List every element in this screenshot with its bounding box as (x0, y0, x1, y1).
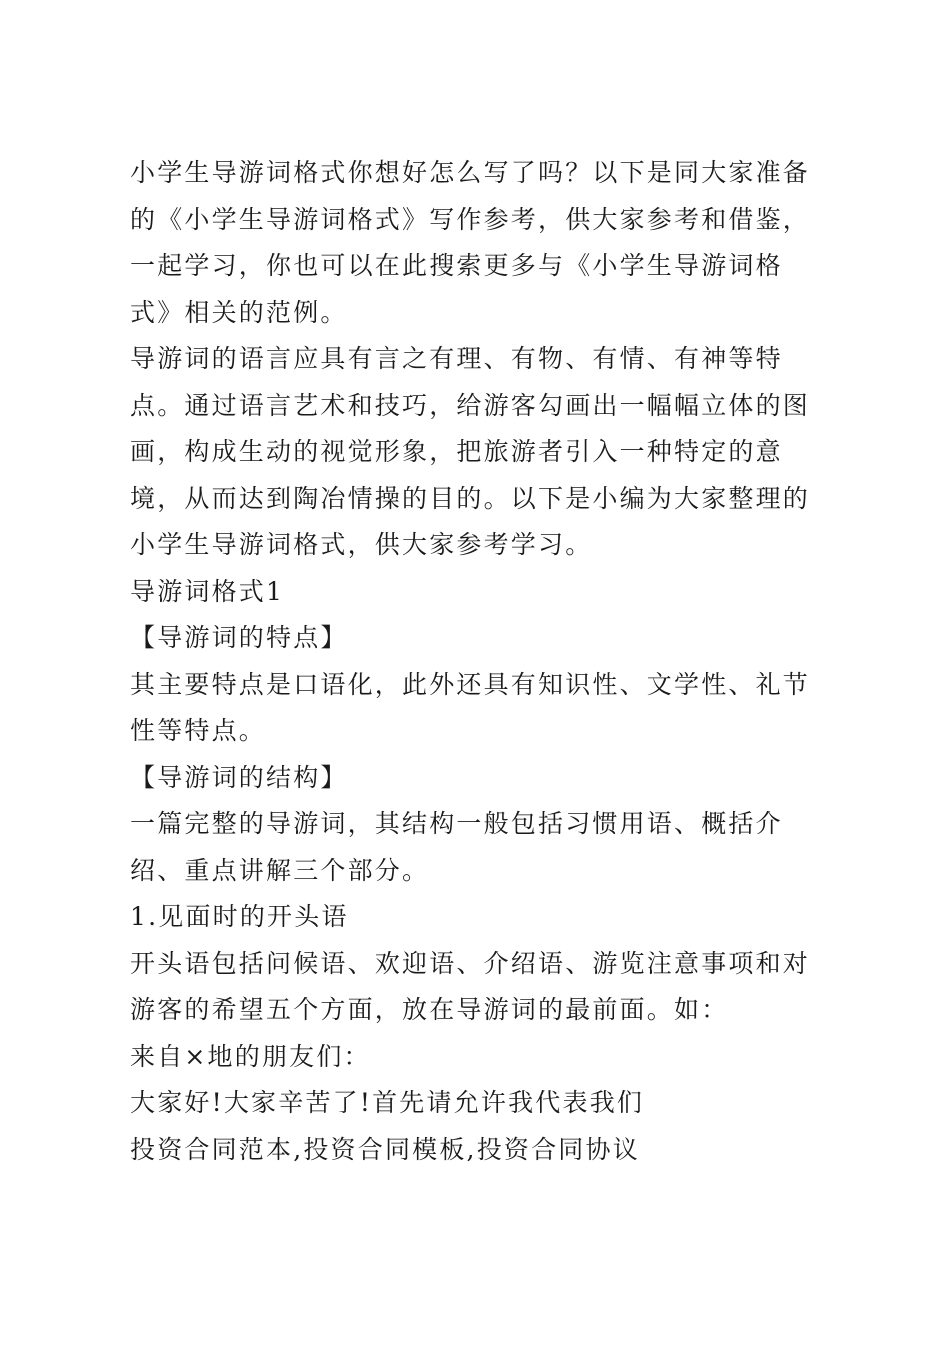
language-features-paragraph: 导游词的语言应具有言之有理、有物、有情、有神等特点。通过语言艺术和技巧，给游客勾画出一幅幅立体的图画，构成生动的视觉形象，把旅游者引入一种特定的意境，从而达到陶冶情操的目的。以下是小编为大家整理的小学生导游词格式，供大家参考学习。 (130, 344, 811, 559)
subheading-structure: 【导游词的结构】 (130, 762, 348, 792)
welcome-line: 大家好!大家辛苦了!首先请允许我代表我们 (130, 1088, 645, 1117)
section-heading-format-1: 导游词格式1 (130, 576, 285, 606)
footer-keywords-line: 投资合同范本,投资合同模板,投资合同协议 (130, 1134, 640, 1164)
opening-paragraph: 开头语包括问候语、欢迎语、介绍语、游览注意事项和对游客的希望五个方面，放在导游词的最前面。如： (130, 948, 811, 1024)
document-body (130, 150, 822, 1173)
intro-paragraph: 小学生导游词格式你想好怎么写了吗？以下是同大家准备的《小学生导游词格式》写作参考，供大家参考和借鉴，一起学习，你也可以在此搜索更多与《小学生导游词格式》相关的范例。 (130, 158, 811, 327)
greeting-line: 来自×地的朋友们： (130, 1041, 371, 1071)
list-item-opening: 1.见面时的开头语 (130, 902, 349, 931)
features-paragraph: 其主要特点是口语化，此外还具有知识性、文学性、礼节性等特点。 (130, 669, 811, 745)
subheading-features: 【导游词的特点】 (130, 623, 348, 652)
structure-paragraph: 一篇完整的导游词，其结构一般包括习惯用语、概括介绍、重点讲解三个部分。 (130, 809, 783, 885)
